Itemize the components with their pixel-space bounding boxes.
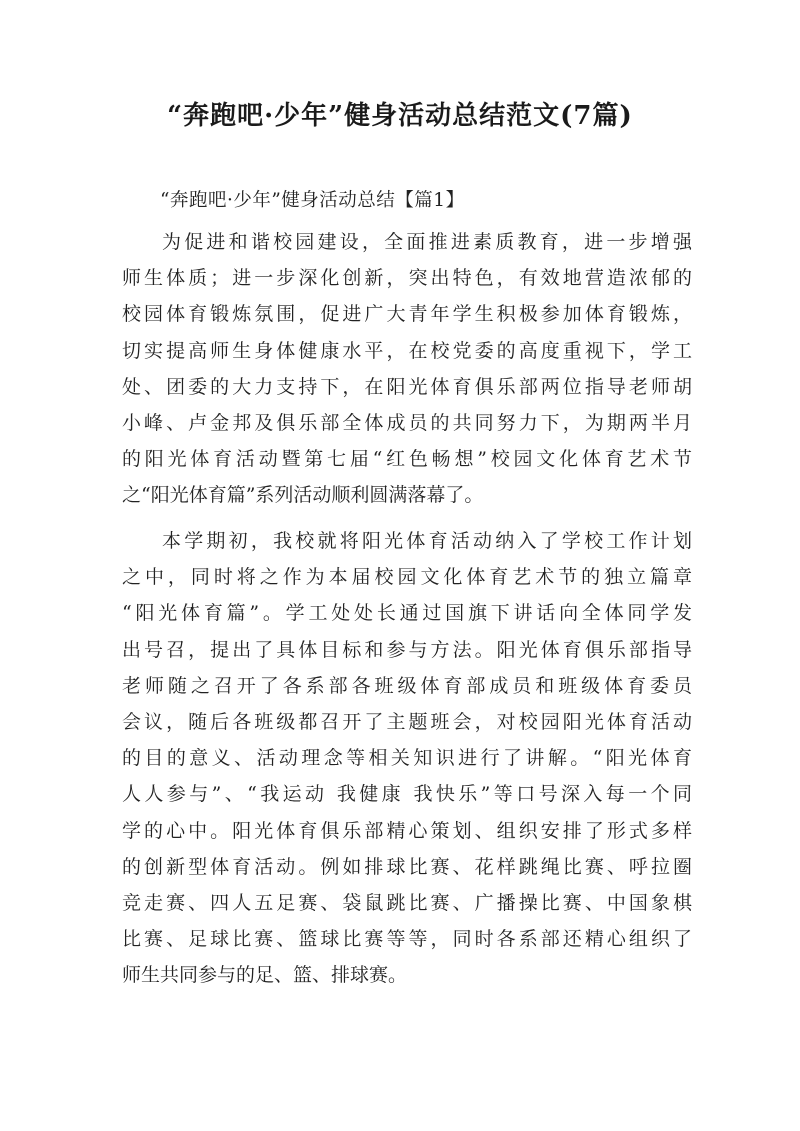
paragraph-line: 处、团委的大力支持下，在阳光体育俱乐部两位指导老师胡 bbox=[122, 375, 692, 398]
paragraph-line: 之“阳光体育篇”系列活动顺利圆满落幕了。 bbox=[122, 484, 484, 507]
paragraph-line: 的阳光体育活动暨第七届“红色畅想”校园文化体育艺术节 bbox=[122, 448, 692, 471]
paragraph-line: “阳光体育篇”。学工处处长通过国旗下讲话向全体同学发 bbox=[122, 602, 692, 625]
paragraph-line: 老师随之召开了各系部各班级体育部成员和班级体育委员 bbox=[122, 674, 692, 697]
paragraph-line: 比赛、足球比赛、篮球比赛等等，同时各系部还精心组织了 bbox=[122, 928, 692, 951]
paragraph-line: 切实提高师生身体健康水平，在校党委的高度重视下，学工 bbox=[122, 339, 692, 362]
paragraph-1 bbox=[122, 224, 692, 514]
paragraph-line: 之中，同时将之作为本届校园文化体育艺术节的独立篇章 bbox=[122, 566, 692, 589]
paragraph-line: 本学期初，我校就将阳光体育活动纳入了学校工作计划 bbox=[162, 530, 692, 552]
paragraph-line: 师生共同参与的足、篮、排球赛。 bbox=[122, 964, 408, 987]
paragraph-2 bbox=[122, 523, 692, 993]
paragraph-line: 的创新型体育活动。例如排球比赛、花样跳绳比赛、呼拉圈 bbox=[122, 855, 692, 878]
paragraph-line: 人人参与”、“我运动 我健康 我快乐”等口号深入每一个同 bbox=[122, 783, 692, 806]
paragraph-line: 学的心中。阳光体育俱乐部精心策划、组织安排了形式多样 bbox=[122, 819, 692, 842]
paragraph-line: 师生体质；进一步深化创新，突出特色，有效地营造浓郁的 bbox=[122, 267, 692, 290]
paragraph-line: 会议，随后各班级都召开了主题班会，对校园阳光体育活动 bbox=[122, 710, 692, 733]
paragraph-line: 校园体育锻炼氛围，促进广大青年学生积极参加体育锻炼， bbox=[122, 303, 692, 326]
paragraph-line: 的目的意义、活动理念等相关知识进行了讲解。“阳光体育 bbox=[122, 747, 692, 770]
paragraph-line: 竞走赛、四人五足赛、袋鼠跳比赛、广播操比赛、中国象棋 bbox=[122, 891, 692, 914]
section-heading: “奔跑吧·少年”健身活动总结【篇1】 bbox=[160, 190, 465, 211]
document-title: “奔跑吧·少年”健身活动总结范文(7篇) bbox=[167, 101, 633, 131]
paragraph-line: 为促进和谐校园建设，全面推进素质教育，进一步增强 bbox=[162, 231, 692, 253]
paragraph-line: 出号召，提出了具体目标和参与方法。阳光体育俱乐部指导 bbox=[122, 638, 692, 661]
paragraph-line: 小峰、卢金邦及俱乐部全体成员的共同努力下，为期两半月 bbox=[122, 411, 692, 434]
